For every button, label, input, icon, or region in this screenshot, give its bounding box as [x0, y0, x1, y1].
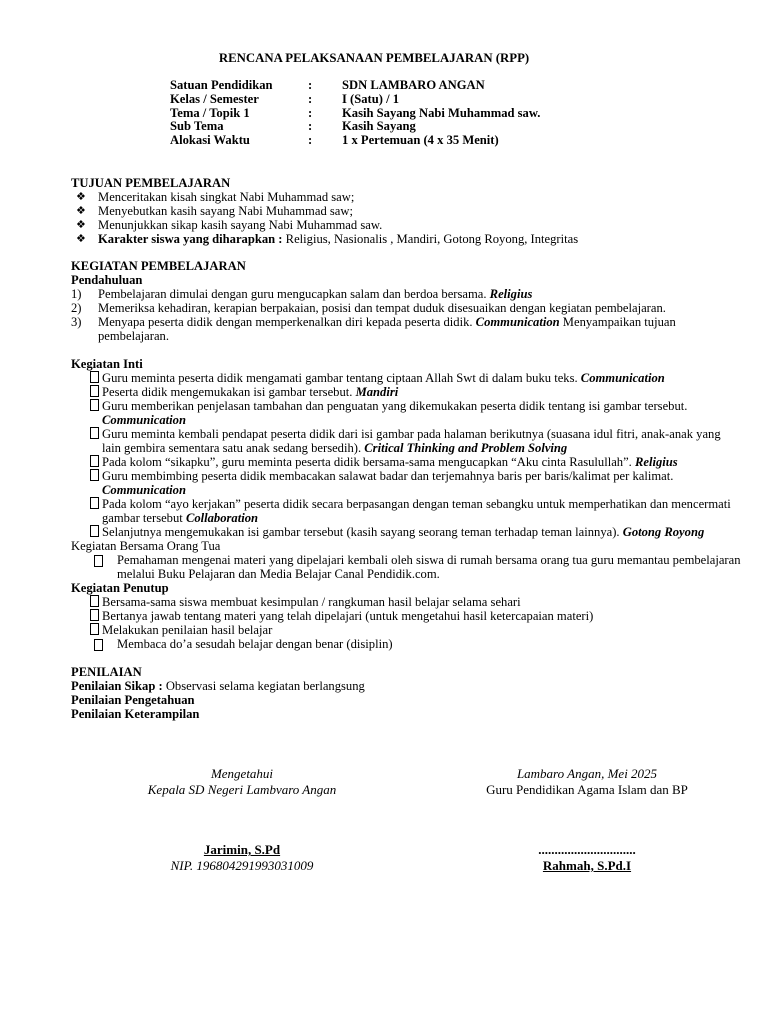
- item-text: Peserta didik mengemukakan isi gambar tersebut.: [102, 385, 356, 399]
- item-number: 1): [71, 287, 82, 301]
- identity-value: 1 x Pertemuan (4 x 35 Menit): [342, 133, 499, 148]
- list-item: [71, 609, 741, 623]
- checkbox-square-icon: [90, 525, 99, 537]
- checkbox-square-icon: [94, 639, 103, 651]
- identity-row: [170, 107, 540, 121]
- identity-value: I (Satu) / 1: [342, 91, 400, 106]
- identity-label: Kelas / Semester: [170, 91, 259, 106]
- item-text: Pada kolom “ayo kerjakan” peserta didik secara berpasangan dengan teman sebangku untuk memperhatikan dan mencermati gambar tersebut: [102, 497, 731, 525]
- item-tag: Religius: [489, 287, 533, 301]
- identity-row: [170, 79, 540, 93]
- item-text: Guru meminta kembali pendapat peserta didik dari isi gambar pada halaman berikutnya (suasana idul fitri, anak-anak yang lain gembira sementara satu anak sedang bersedih).: [102, 427, 721, 455]
- diamond-bullet-icon: ❖: [76, 190, 86, 203]
- karakter-label: Karakter siswa yang diharapkan :: [98, 232, 283, 246]
- inti-heading: Kegiatan Inti: [71, 357, 143, 371]
- identity-row: [170, 93, 540, 107]
- item-tag: Communication: [475, 315, 560, 329]
- document-body: [71, 176, 741, 721]
- item-text: Memeriksa kehadiran, kerapian berpakaian, posisi dan tempat duduk disesuaikan dengan kegiatan pembelajaran.: [98, 301, 666, 315]
- item-text: Membaca do’a sesudah belajar dengan benar (disiplin): [117, 637, 393, 651]
- identity-label: Sub Tema: [170, 119, 224, 134]
- checkbox-square-icon: [90, 623, 99, 635]
- item-tag: Communication: [580, 371, 665, 385]
- identity-colon: :: [308, 105, 313, 120]
- identity-colon: :: [308, 91, 313, 106]
- list-item: [71, 190, 741, 204]
- identity-colon: :: [308, 133, 313, 148]
- item-tag: Mandiri: [355, 385, 399, 399]
- item-number: 2): [71, 301, 82, 315]
- signature-left-line1: Mengetahui: [210, 766, 274, 781]
- item-text: Guru membimbing peserta didik membacakan salawat badar dan terjemahnya baris per baris/kalimat per kalimat.: [102, 469, 674, 483]
- karakter-value: Religius, Nasionalis , Mandiri, Gotong Royong, Integritas: [282, 232, 579, 246]
- signature-right-line2: Guru Pendidikan Agama Islam dan BP: [486, 782, 688, 797]
- item-text: Pemahaman mengenai materi yang dipelajari kembali oleh siswa di rumah bersama orang tua guru memantau pembelajaran melalui Buku Pelajaran dan Media Belajar Canal Pendidik.com.: [117, 553, 741, 581]
- item-text: Selanjutnya mengemukakan isi gambar tersebut (kasih sayang seorang teman terhadap teman lainnya).: [102, 525, 623, 539]
- signature-left-line2: Kepala SD Negeri Lambvaro Angan: [147, 782, 337, 797]
- list-item: [71, 315, 741, 343]
- checkbox-square-icon: [90, 371, 99, 383]
- item-text-after: Menyampaikan tujuan pembelajaran.: [98, 315, 676, 343]
- item-tag: Communication: [102, 413, 186, 427]
- tujuan-item-text: Menyebutkan kasih sayang Nabi Muhammad saw;: [98, 204, 353, 218]
- penilaian-pengetahuan: Penilaian Pengetahuan: [71, 693, 195, 707]
- checkbox-square-icon: [90, 427, 99, 439]
- list-item: [71, 385, 741, 399]
- checkbox-square-icon: [90, 595, 99, 607]
- item-tag: Religius: [634, 455, 678, 469]
- signature-left-name: Jarimin, S.Pd: [203, 842, 281, 857]
- list-item: [71, 204, 741, 218]
- item-text: Melakukan penilaian hasil belajar: [102, 623, 273, 637]
- item-text: Pada kolom “sikapku”, guru meminta peserta didik bersama-sama mengucapkan “Aku cinta Rasulullah”.: [102, 455, 635, 469]
- penilaian-sikap: [71, 679, 741, 693]
- signature-right-line1: Lambaro Angan, Mei 2025: [516, 766, 658, 781]
- item-tag: Critical Thinking and Problem Solving: [364, 441, 568, 455]
- list-item: [71, 455, 741, 469]
- identity-value: SDN LAMBARO ANGAN: [342, 78, 485, 92]
- item-text: Bertanya jawab tentang materi yang telah dipelajari (untuk mengetahui hasil ketercapaian materi): [102, 609, 594, 623]
- checkbox-square-icon: [90, 497, 99, 509]
- item-text: Pembelajaran dimulai dengan guru mengucapkan salam dan berdoa bersama.: [98, 287, 490, 301]
- list-item: [71, 497, 741, 525]
- diamond-bullet-icon: ❖: [76, 218, 86, 231]
- tujuan-heading: TUJUAN PEMBELAJARAN: [71, 176, 231, 190]
- list-item: [71, 553, 741, 581]
- checkbox-square-icon: [90, 399, 99, 411]
- signature-left: [122, 766, 362, 874]
- identity-label: Tema / Topik 1: [170, 105, 250, 120]
- identity-table: [170, 79, 540, 148]
- penutup-heading: Kegiatan Penutup: [71, 581, 169, 595]
- item-text: Bersama-sama siswa membuat kesimpulan / rangkuman hasil belajar selama sehari: [102, 595, 521, 609]
- checkbox-square-icon: [90, 455, 99, 467]
- penilaian-heading: PENILAIAN: [71, 665, 142, 679]
- identity-colon: :: [308, 78, 313, 92]
- document-title: RENCANA PELAKSANAAN PEMBELAJARAN (RPP): [218, 51, 530, 65]
- signature-right-dots: ..............................: [538, 842, 636, 857]
- list-item: [71, 218, 741, 232]
- identity-row: [170, 120, 540, 134]
- identity-row: [170, 134, 540, 148]
- list-item: [71, 623, 741, 637]
- item-text: Guru memberikan penjelasan tambahan dan penguatan yang dikemukakan peserta didik tentang isi gambar tersebut.: [102, 399, 688, 413]
- list-item: [71, 232, 741, 246]
- list-item: [71, 399, 741, 427]
- item-tag: Collaboration: [185, 511, 259, 525]
- item-text: Guru meminta peserta didik mengamati gambar tentang ciptaan Allah Swt di dalam buku teks.: [102, 371, 581, 385]
- identity-value: Kasih Sayang Nabi Muhammad saw.: [342, 105, 541, 120]
- checkbox-square-icon: [90, 609, 99, 621]
- sikap-value: Observasi selama kegiatan berlangsung: [162, 679, 365, 693]
- orangtua-heading: Kegiatan Bersama Orang Tua: [71, 539, 221, 553]
- checkbox-square-icon: [94, 555, 103, 567]
- signature-right: [452, 766, 722, 874]
- item-text: Menyapa peserta didik dengan memperkenalkan diri kepada peserta didik.: [98, 315, 476, 329]
- sikap-label: Penilaian Sikap :: [71, 679, 163, 693]
- list-item: [71, 301, 741, 315]
- tujuan-item-text: Menceritakan kisah singkat Nabi Muhammad saw;: [98, 190, 355, 204]
- list-item: [71, 427, 741, 455]
- tujuan-item-text: Menunjukkan sikap kasih sayang Nabi Muhammad saw.: [98, 218, 383, 232]
- diamond-bullet-icon: ❖: [76, 204, 86, 217]
- identity-label: Satuan Pendidikan: [170, 78, 273, 92]
- signature-right-name: Rahmah, S.Pd.I: [542, 858, 632, 873]
- list-item: [71, 469, 741, 497]
- item-tag: Communication: [102, 483, 186, 497]
- item-number: 3): [71, 315, 82, 329]
- list-item: [71, 287, 741, 301]
- list-item: [71, 371, 741, 385]
- item-tag: Gotong Royong: [622, 525, 705, 539]
- penilaian-keterampilan: Penilaian Keterampilan: [71, 707, 200, 721]
- list-item: [71, 637, 741, 651]
- checkbox-square-icon: [90, 385, 99, 397]
- list-item: [71, 595, 741, 609]
- identity-colon: :: [308, 119, 313, 134]
- list-item: [71, 525, 741, 539]
- identity-label: Alokasi Waktu: [170, 133, 250, 148]
- kegiatan-heading: KEGIATAN PEMBELAJARAN: [71, 259, 246, 273]
- diamond-bullet-icon: ❖: [76, 232, 86, 245]
- identity-value: Kasih Sayang: [342, 119, 416, 134]
- signature-left-nip: NIP. 196804291993031009: [170, 858, 314, 873]
- pendahuluan-heading: Pendahuluan: [71, 273, 143, 287]
- checkbox-square-icon: [90, 469, 99, 481]
